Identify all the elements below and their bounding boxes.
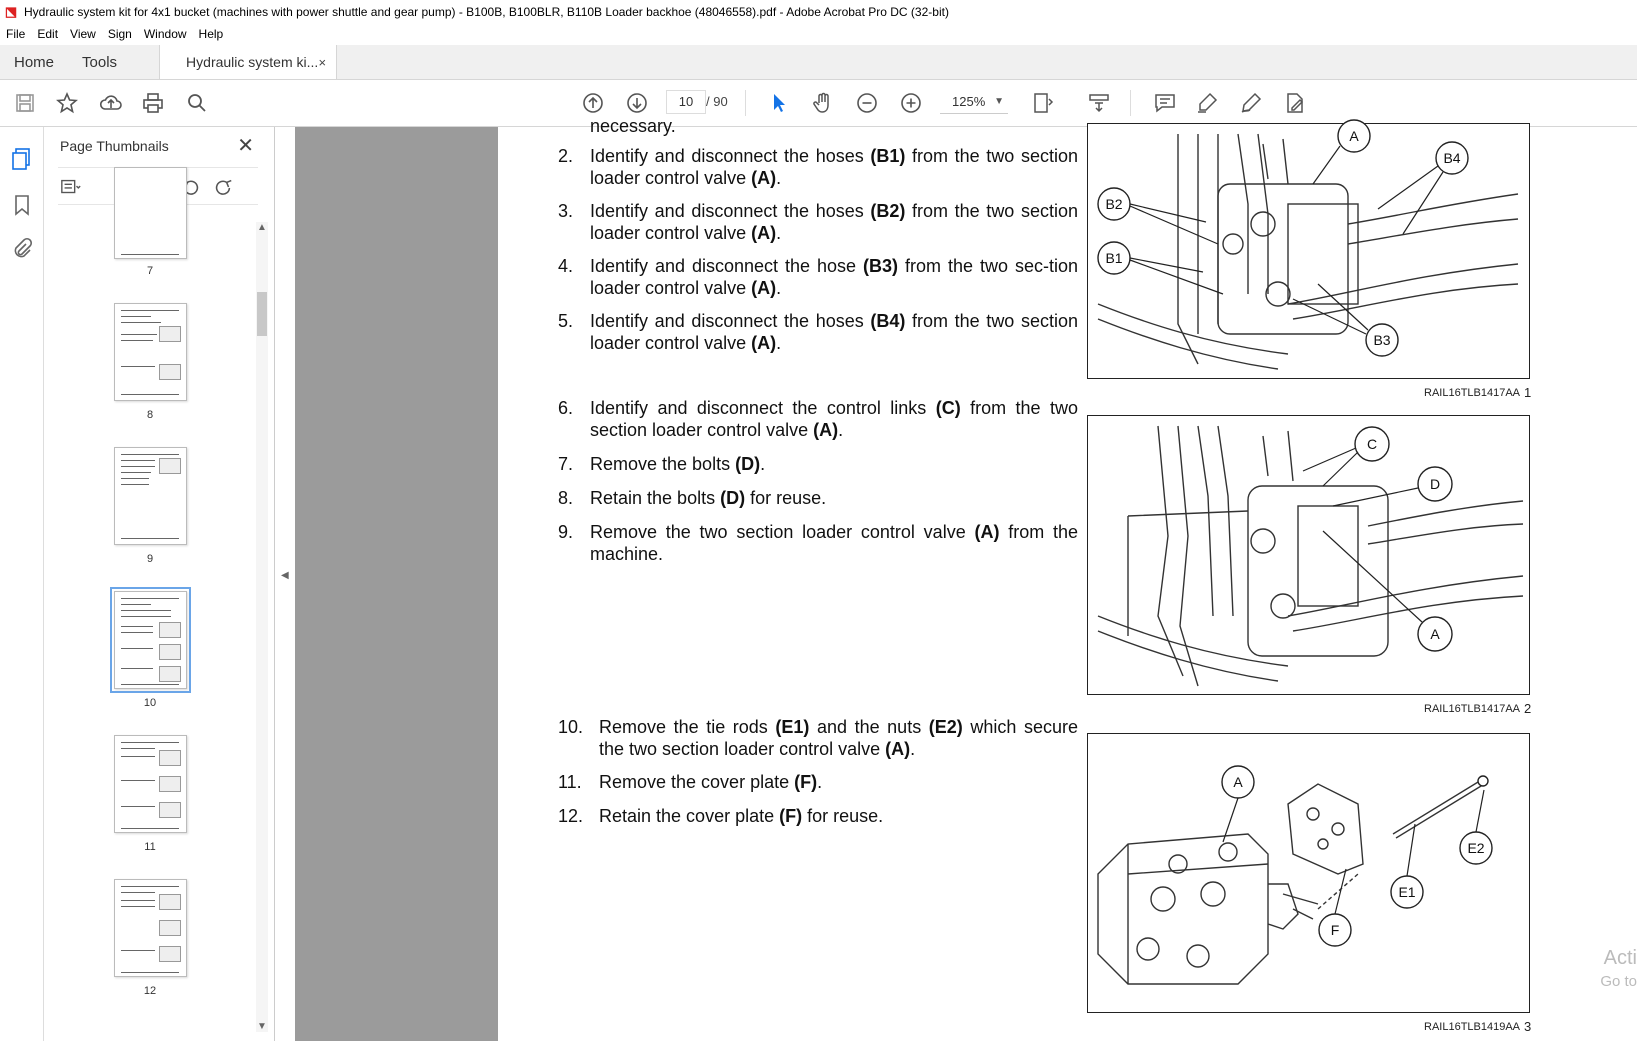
thumbnail-page[interactable] — [114, 735, 187, 833]
step-text: Remove the bolts (D). — [590, 454, 766, 474]
figure-3 — [1087, 733, 1530, 1013]
callout-label: F — [1330, 922, 1340, 938]
thumbnail-page[interactable] — [114, 879, 187, 977]
figure-number: 2 — [1524, 701, 1532, 716]
step-number: 11. — [558, 772, 582, 792]
step-text: Identify and disconnect the hoses (B4) from the two section loader control valve (A). — [590, 311, 1078, 353]
thumbnail-label: 7 — [146, 265, 154, 277]
bookmark-star-icon[interactable] — [54, 90, 80, 116]
page-total: / 90 — [706, 94, 728, 109]
chevron-left-icon: ◀ — [281, 570, 289, 581]
chevron-down-icon: ▼ — [994, 96, 1004, 107]
thumbnail-label: 12 — [143, 985, 157, 997]
step-number: 8. — [558, 488, 574, 508]
valve-exploded-illustration — [1088, 734, 1531, 1014]
thumbnail-page[interactable] — [114, 303, 187, 401]
cloud-upload-icon[interactable] — [98, 90, 124, 116]
menu-edit[interactable]: Edit — [37, 27, 59, 41]
step-number: 6. — [558, 398, 574, 418]
close-tab-icon[interactable]: × — [318, 54, 327, 70]
zoom-out-icon[interactable] — [854, 90, 880, 116]
print-icon[interactable] — [140, 90, 166, 116]
tab-document[interactable] — [159, 45, 337, 79]
scroll-mode-icon[interactable] — [1086, 90, 1112, 116]
figure-caption: RAIL16TLB1417AA — [1424, 703, 1521, 715]
callout-label: B2 — [1105, 196, 1123, 212]
save-icon[interactable] — [12, 90, 38, 116]
highlight-icon[interactable] — [1194, 90, 1220, 116]
close-panel-icon[interactable]: ✕ — [237, 135, 254, 157]
page-number-input[interactable]: 10 — [666, 90, 706, 114]
figure-1 — [1087, 123, 1530, 379]
callout-label: A — [1430, 626, 1440, 642]
thumbnails-scrollbar[interactable] — [256, 222, 268, 1032]
figure-number: 3 — [1524, 1019, 1532, 1034]
figure-2 — [1087, 415, 1530, 695]
callout-label: C — [1366, 436, 1378, 452]
page-thumbnails-icon[interactable] — [10, 147, 34, 171]
scroll-up-icon[interactable]: ▲ — [257, 222, 267, 233]
acrobat-icon: ⬔ — [4, 3, 18, 19]
step-number: 5. — [558, 311, 574, 331]
page-up-icon[interactable] — [580, 90, 606, 116]
comment-icon[interactable] — [1152, 90, 1178, 116]
step-number: 7. — [558, 454, 574, 474]
attachment-icon[interactable] — [10, 237, 34, 261]
hydraulic-valve-illustration — [1088, 416, 1531, 696]
thumbnail-label: 10 — [143, 697, 157, 709]
document-page — [498, 116, 1637, 1041]
thumbnail-page-selected[interactable] — [114, 591, 187, 689]
menu-sign[interactable]: Sign — [107, 27, 132, 41]
tab-home[interactable]: Home — [14, 53, 55, 71]
callout-label: E2 — [1467, 840, 1485, 856]
edit-pdf-icon[interactable] — [1282, 90, 1308, 116]
step-text: Retain the cover plate (F) for reuse. — [599, 806, 884, 826]
step-number: 10. — [558, 717, 584, 737]
thumbnail-label: 9 — [146, 553, 154, 565]
activation-watermark: Acti — [1603, 947, 1637, 969]
callout-label: A — [1349, 128, 1359, 144]
menu-window[interactable]: Window — [143, 27, 187, 41]
step-number: 3. — [558, 201, 574, 221]
step-fragment: necessary. — [590, 116, 676, 136]
thumbnail-page[interactable] — [114, 167, 187, 259]
step-number: 12. — [558, 806, 584, 826]
rotate-cw-icon[interactable] — [212, 176, 234, 198]
figure-caption: RAIL16TLB1419AA — [1424, 1021, 1521, 1033]
tab-bar — [0, 45, 1637, 80]
scrollbar-thumb[interactable] — [257, 292, 267, 336]
step-text: Identify and disconnect the hose (B3) from the two sec-tion loader control valve (A). — [590, 256, 1078, 298]
callout-label: A — [1233, 774, 1243, 790]
callout-label: E1 — [1398, 884, 1416, 900]
thumbnail-label: 8 — [146, 409, 154, 421]
navigation-rail — [0, 127, 44, 1041]
step-text: Remove the two section loader control valve (A) from the machine. — [590, 522, 1079, 564]
page-down-icon[interactable] — [624, 90, 650, 116]
hydraulic-valve-illustration — [1088, 124, 1531, 380]
options-menu-icon[interactable] — [60, 176, 82, 198]
step-text: Remove the cover plate (F). — [599, 772, 823, 792]
title-bar — [0, 0, 1637, 23]
document-gutter — [295, 127, 498, 1041]
sign-icon[interactable] — [1238, 90, 1264, 116]
bookmark-icon[interactable] — [10, 193, 34, 217]
menu-view[interactable]: View — [70, 27, 96, 41]
activation-watermark-sub: Go to — [1600, 973, 1637, 990]
window-title: Hydraulic system kit for 4x1 bucket (machines with power shuttle and gear pump) - B100B, B100BLR, B110B Loader backhoe (48046558).pdf - Adobe Acrobat Pro DC (32-bit) — [24, 4, 949, 19]
step-number: 2. — [558, 146, 574, 166]
menu-help[interactable]: Help — [198, 27, 224, 41]
thumbnail-page[interactable] — [114, 447, 187, 545]
fit-page-icon[interactable] — [1030, 90, 1056, 116]
zoom-value: 125% — [952, 94, 986, 109]
thumbnails-panel — [44, 127, 275, 1041]
step-text: Retain the bolts (D) for reuse. — [590, 488, 827, 508]
scroll-down-icon[interactable]: ▼ — [257, 1021, 267, 1032]
search-zoom-icon[interactable] — [184, 90, 210, 116]
panel-collapse-handle[interactable] — [275, 127, 295, 1041]
tab-tools[interactable]: Tools — [82, 53, 118, 71]
callout-label: B1 — [1105, 250, 1123, 266]
zoom-select[interactable] — [940, 90, 1008, 114]
menu-file[interactable]: File — [6, 27, 26, 41]
thumbnails-list — [58, 207, 256, 1041]
step-number: 9. — [558, 522, 574, 542]
toolbar-divider — [1130, 90, 1131, 116]
hand-icon[interactable] — [810, 90, 836, 116]
step-number: 4. — [558, 256, 574, 276]
thumbnail-label: 11 — [144, 841, 156, 853]
step-text: Identify and disconnect the hoses (B2) from the two section loader control valve (A). — [590, 201, 1078, 243]
tab-document-label: Hydraulic system ki... — [186, 54, 319, 70]
figure-caption: RAIL16TLB1417AA — [1424, 387, 1521, 399]
panel-title: Page Thumbnails — [60, 138, 169, 154]
callout-label: B3 — [1373, 332, 1391, 348]
step-text: Identify and disconnect the control links (C) from the two section loader control valve (A). — [590, 398, 1078, 440]
step-text: Identify and disconnect the hoses (B1) from the two section loader control valve (A). — [590, 146, 1078, 188]
menu-bar — [0, 23, 1637, 45]
zoom-in-icon[interactable] — [898, 90, 924, 116]
callout-label: D — [1429, 476, 1441, 492]
select-pointer-icon[interactable] — [766, 90, 792, 116]
figure-number: 1 — [1524, 385, 1532, 400]
toolbar-divider — [745, 90, 746, 116]
callout-label: B4 — [1443, 150, 1461, 166]
step-text: Remove the tie rods (E1) and the nuts (E2) which secure the two section loader control valve (A). — [599, 717, 1078, 759]
